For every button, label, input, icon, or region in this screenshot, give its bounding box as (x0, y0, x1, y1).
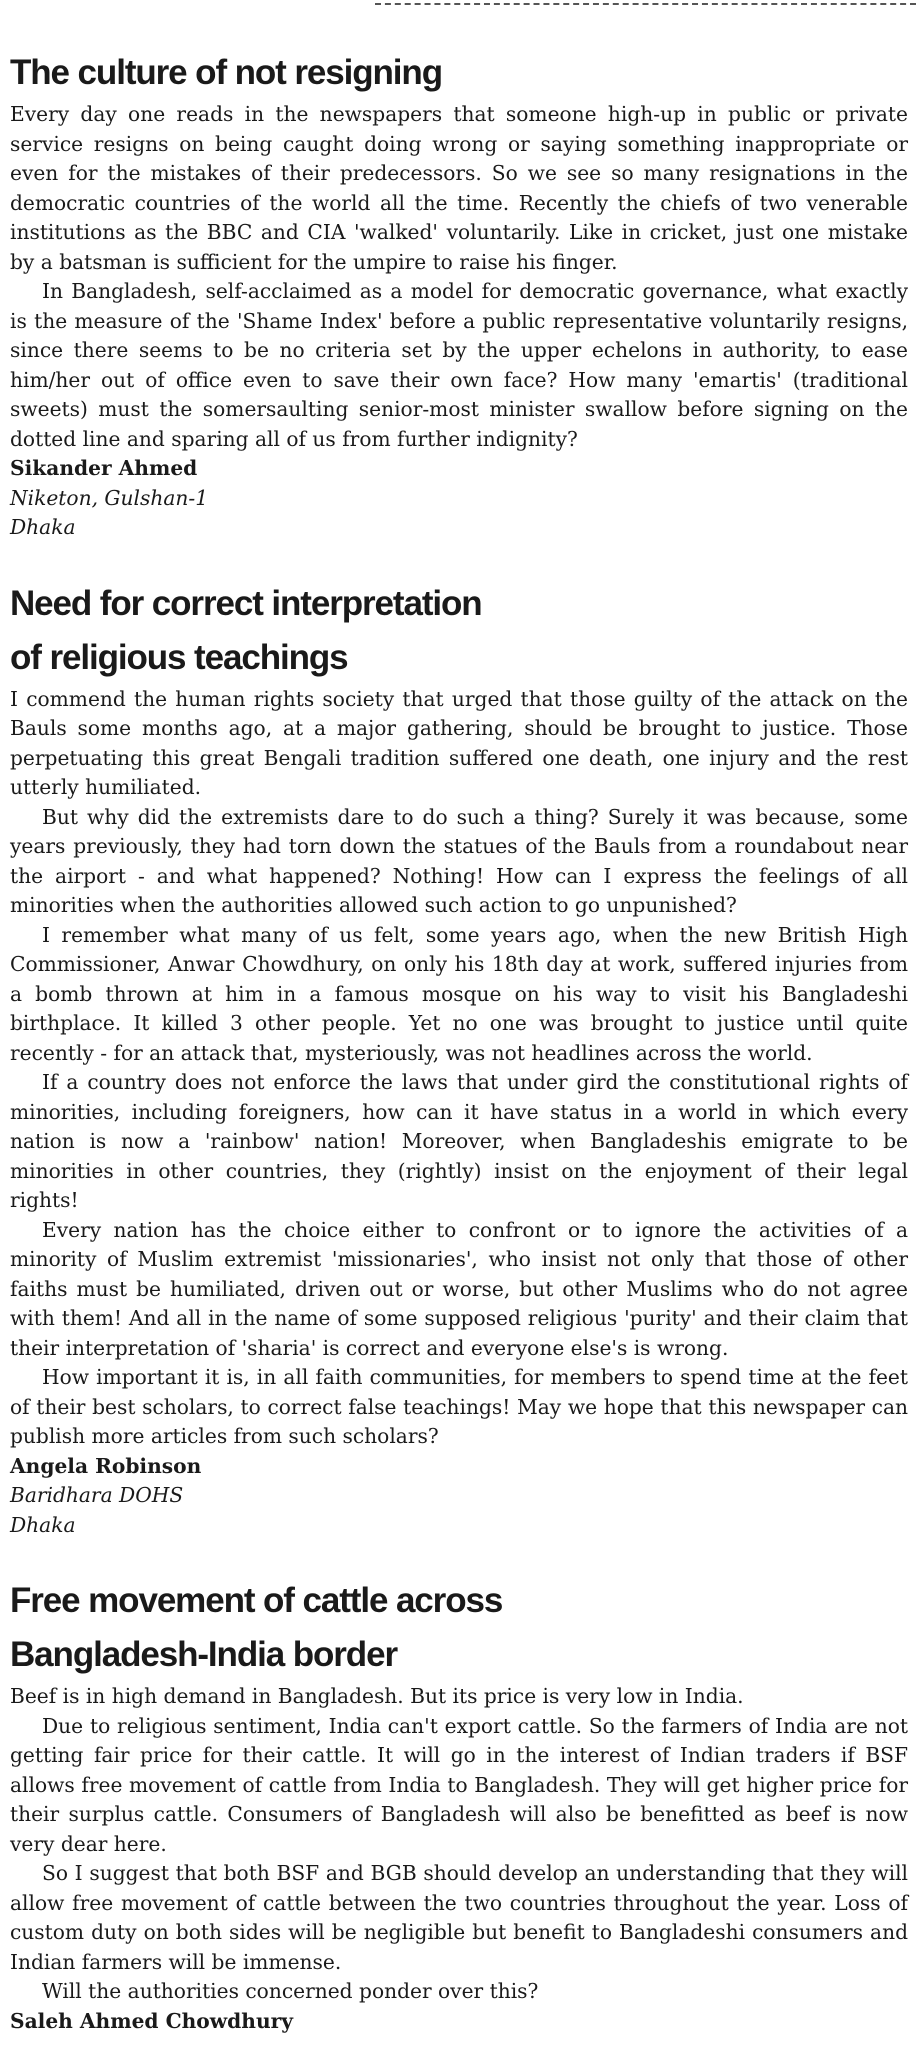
headline-line: The culture of not resigning (10, 53, 442, 92)
headline-line: of religious teachings (10, 637, 348, 677)
author-address-line: Niketon, Gulshan-1 (10, 485, 209, 510)
letter-paragraph: I commend the human rights society that urged that those guilty of the attack on the Bauls some months ago, at a major gathering, should be brought to justice. Those perpetuating this great Bengali tradition suffered one death, one injury and the rest utterly humiliated. (10, 686, 908, 799)
letter-paragraph: But why did the extremists dare to do such a thing? Surely it was because, some years previously, they had torn down the statues of the Bauls from a roundabout near the airport - and what happened? Nothing! How can I express the feelings of all minorities when the authorities allowed such action to go unpunished? (10, 804, 908, 917)
letter-paragraph: Will the authorities concerned ponder over this? (42, 1979, 539, 2003)
author-name: Sikander Ahmed (10, 456, 198, 480)
headline-line: Need for correct interpretation (10, 583, 482, 623)
author-address-line: Dhaka (10, 515, 76, 539)
author-name: Saleh Ahmed Chowdhury (10, 2008, 293, 2033)
letter-culture-of-not-resigning (10, 46, 908, 543)
letter-religious-teachings (10, 577, 908, 1541)
headline-line: Bangladesh-India border (10, 1635, 397, 1674)
letter-headline (10, 46, 908, 100)
letter-paragraph: If a country does not enforce the laws that under gird the constitutional rights of minorities, including foreigners, how can it have status in a world in which every nation is now a 'rainbow' nation! Moreover, when Bangladeshis emigrate to be minorities in other countries, they (rightly) insist on the enjoyment of their legal rights! (10, 1070, 908, 1212)
author-name: Angela Robinson (10, 1453, 202, 1478)
letter-paragraph: Every nation has the choice either to confront or to ignore the activities of a minority of Muslim extremist 'missionaries', who insist not only that those of other faiths must be humiliated, driven out or worse, but other Muslims who do not agree with them! And all in the name of some supposed religious 'purity' and their claim that their interpretation of 'sharia' is correct and everyone else's is wrong. (10, 1217, 908, 1360)
letter-paragraph: So I suggest that both BSF and BGB should develop an understanding that they will allow free movement of cattle between the two countries throughout the year. Loss of custom duty on both sides will be negligible but benefit to Bangladeshi consumers and Indian farmers will be immense. (10, 1861, 908, 1974)
letter-paragraph: Beef is in high demand in Bangladesh. But its price is very low in India. (10, 1684, 744, 1708)
letters-column (10, 46, 908, 2070)
letter-headline (10, 1574, 908, 1682)
letter-headline (10, 577, 908, 685)
letter-paragraph: Every day one reads in the newspapers that someone high-up in public or private service resigns on being caught doing wrong or saying something inappropriate or even for the mistakes of their predecessors. So we see so many resignations in the democratic countries of the world all the time. Recently the chiefs of two venerable institutions as the BBC and CIA 'walked' voluntarily. Like in cricket, just one mistake by a batsman is sufficient for the umpire to raise his finger. (10, 102, 908, 274)
dashed-divider (375, 3, 916, 5)
letter-paragraph: How important it is, in all faith communities, for members to spend time at the feet of their best scholars, to correct false teachings! May we hope that this newspaper can publish more articles from such scholars? (10, 1365, 908, 1448)
headline-line: Free movement of cattle across (10, 1581, 503, 1620)
author-address-line: Baridhara DOHS (10, 1483, 184, 1507)
letter-paragraph: I remember what many of us felt, some years ago, when the new British High Commissioner, Anwar Chowdhury, on only his 18th day at work, suffered injuries from a bomb thrown at him in a famous mosque on his way to visit his Bangladeshi birthplace. It killed 3 other people. Yet no one was brought to justice until quite recently - for an attack that, mysteriously, was not headlines across the world. (10, 922, 908, 1065)
letter-paragraph: In Bangladesh, self-acclaimed as a model for democratic governance, what exactly is the measure of the 'Shame Index' before a public representative voluntarily resigns, since there seems to be no criteria set by the upper echelons in authority, to ease him/her out of office even to save their own face? How many 'emartis' (traditional sweets) must the somersaulting senior-most minister swallow before signing on the dotted line and sparing all of us from further indignity? (10, 279, 908, 451)
letter-paragraph: Due to religious sentiment, India can't export cattle. So the farmers of India are not getting fair price for their cattle. It will go in the interest of Indian traders if BSF allows free movement of cattle from India to Bangladesh. They will get higher price for their surplus cattle. Consumers of Bangladesh will also be benefitted as beef is now very dear here. (10, 1713, 908, 1856)
author-address-line: Dhaka (10, 1512, 76, 1537)
letter-cattle-movement (10, 1574, 908, 2036)
